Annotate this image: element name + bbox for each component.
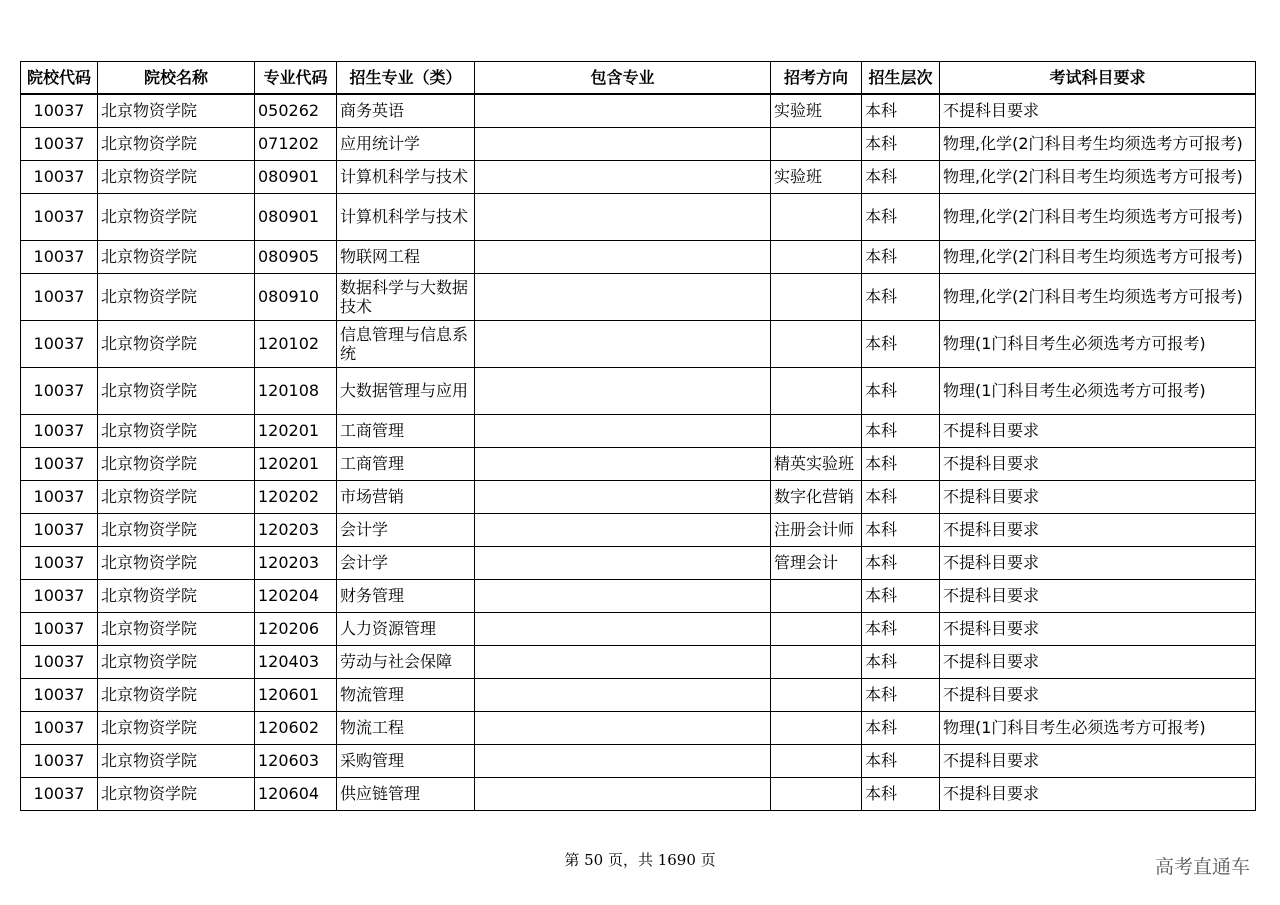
table-row <box>21 645 1256 678</box>
major-code-cell: 120204 <box>255 579 337 612</box>
header-direction: 招考方向 <box>771 62 862 95</box>
level-cell: 本科 <box>862 777 940 810</box>
major-code-cell: 120403 <box>255 645 337 678</box>
school-code-cell: 10037 <box>21 94 98 127</box>
table-row <box>21 678 1256 711</box>
school-code-cell: 10037 <box>21 777 98 810</box>
major-cell: 工商管理 <box>337 414 475 447</box>
major-cell: 应用统计学 <box>337 127 475 160</box>
subject-requirement-cell: 物理(1门科目考生必须选考方可报考) <box>940 711 1256 744</box>
table-row <box>21 160 1256 193</box>
direction-cell <box>771 273 862 320</box>
included-majors-cell <box>475 513 771 546</box>
school-name-cell: 北京物资学院 <box>98 320 255 367</box>
included-majors-cell <box>475 777 771 810</box>
major-cell: 商务英语 <box>337 94 475 127</box>
school-name-cell: 北京物资学院 <box>98 579 255 612</box>
direction-cell <box>771 414 862 447</box>
subject-requirement-cell: 不提科目要求 <box>940 94 1256 127</box>
major-cell: 市场营销 <box>337 480 475 513</box>
major-code-cell: 080910 <box>255 273 337 320</box>
major-code-cell: 120202 <box>255 480 337 513</box>
school-name-cell: 北京物资学院 <box>98 678 255 711</box>
school-name-cell: 北京物资学院 <box>98 711 255 744</box>
direction-cell: 管理会计 <box>771 546 862 579</box>
table-row <box>21 127 1256 160</box>
subject-requirement-cell: 物理(1门科目考生必须选考方可报考) <box>940 367 1256 414</box>
included-majors-cell <box>475 612 771 645</box>
school-code-cell: 10037 <box>21 320 98 367</box>
school-code-cell: 10037 <box>21 193 98 240</box>
table-header <box>21 62 1256 95</box>
major-cell: 数据科学与大数据技术 <box>337 273 475 320</box>
level-cell: 本科 <box>862 127 940 160</box>
major-cell: 物流管理 <box>337 678 475 711</box>
included-majors-cell <box>475 240 771 273</box>
major-cell: 物流工程 <box>337 711 475 744</box>
subject-requirement-cell: 不提科目要求 <box>940 513 1256 546</box>
included-majors-cell <box>475 546 771 579</box>
table-row <box>21 273 1256 320</box>
included-majors-cell <box>475 127 771 160</box>
school-code-cell: 10037 <box>21 447 98 480</box>
school-code-cell: 10037 <box>21 645 98 678</box>
school-name-cell: 北京物资学院 <box>98 273 255 320</box>
level-cell: 本科 <box>862 160 940 193</box>
school-code-cell: 10037 <box>21 127 98 160</box>
included-majors-cell <box>475 447 771 480</box>
level-cell: 本科 <box>862 320 940 367</box>
admissions-table <box>20 61 1256 811</box>
school-name-cell: 北京物资学院 <box>98 513 255 546</box>
major-cell: 计算机科学与技术 <box>337 160 475 193</box>
level-cell: 本科 <box>862 645 940 678</box>
major-cell: 财务管理 <box>337 579 475 612</box>
major-code-cell: 120602 <box>255 711 337 744</box>
table-row <box>21 480 1256 513</box>
subject-requirement-cell: 物理,化学(2门科目考生均须选考方可报考) <box>940 160 1256 193</box>
major-cell: 信息管理与信息系统 <box>337 320 475 367</box>
school-code-cell: 10037 <box>21 711 98 744</box>
level-cell: 本科 <box>862 273 940 320</box>
included-majors-cell <box>475 480 771 513</box>
subject-requirement-cell: 不提科目要求 <box>940 777 1256 810</box>
direction-cell <box>771 744 862 777</box>
table-body <box>21 94 1256 810</box>
subject-requirement-cell: 不提科目要求 <box>940 579 1256 612</box>
direction-cell <box>771 678 862 711</box>
included-majors-cell <box>475 678 771 711</box>
major-code-cell: 120201 <box>255 414 337 447</box>
header-included-majors: 包含专业 <box>475 62 771 95</box>
subject-requirement-cell: 不提科目要求 <box>940 678 1256 711</box>
major-code-cell: 080901 <box>255 160 337 193</box>
subject-requirement-cell: 不提科目要求 <box>940 612 1256 645</box>
major-cell: 人力资源管理 <box>337 612 475 645</box>
table-row <box>21 777 1256 810</box>
major-cell: 会计学 <box>337 546 475 579</box>
table-row <box>21 579 1256 612</box>
level-cell: 本科 <box>862 513 940 546</box>
included-majors-cell <box>475 320 771 367</box>
school-code-cell: 10037 <box>21 579 98 612</box>
direction-cell <box>771 645 862 678</box>
major-cell: 劳动与社会保障 <box>337 645 475 678</box>
header-major: 招生专业（类） <box>337 62 475 95</box>
major-code-cell: 120604 <box>255 777 337 810</box>
major-code-cell: 080901 <box>255 193 337 240</box>
table-row <box>21 546 1256 579</box>
school-name-cell: 北京物资学院 <box>98 160 255 193</box>
major-cell: 大数据管理与应用 <box>337 367 475 414</box>
direction-cell <box>771 193 862 240</box>
school-code-cell: 10037 <box>21 480 98 513</box>
major-code-cell: 120203 <box>255 546 337 579</box>
direction-cell: 实验班 <box>771 160 862 193</box>
included-majors-cell <box>475 367 771 414</box>
school-name-cell: 北京物资学院 <box>98 94 255 127</box>
level-cell: 本科 <box>862 711 940 744</box>
subject-requirement-cell: 不提科目要求 <box>940 480 1256 513</box>
table-row <box>21 447 1256 480</box>
school-name-cell: 北京物资学院 <box>98 612 255 645</box>
level-cell: 本科 <box>862 579 940 612</box>
table-row <box>21 414 1256 447</box>
table-row <box>21 240 1256 273</box>
direction-cell: 数字化营销 <box>771 480 862 513</box>
level-cell: 本科 <box>862 744 940 777</box>
subject-requirement-cell: 物理,化学(2门科目考生均须选考方可报考) <box>940 273 1256 320</box>
table-row <box>21 94 1256 127</box>
included-majors-cell <box>475 645 771 678</box>
level-cell: 本科 <box>862 94 940 127</box>
header-row <box>21 62 1256 95</box>
school-code-cell: 10037 <box>21 678 98 711</box>
header-school-code: 院校代码 <box>21 62 98 95</box>
direction-cell <box>771 711 862 744</box>
school-name-cell: 北京物资学院 <box>98 367 255 414</box>
subject-requirement-cell: 不提科目要求 <box>940 744 1256 777</box>
major-code-cell: 120201 <box>255 447 337 480</box>
watermark: 高考直通车 <box>1154 856 1250 878</box>
major-cell: 物联网工程 <box>337 240 475 273</box>
school-code-cell: 10037 <box>21 240 98 273</box>
major-code-cell: 120603 <box>255 744 337 777</box>
level-cell: 本科 <box>862 193 940 240</box>
header-school-name: 院校名称 <box>98 62 255 95</box>
major-code-cell: 120102 <box>255 320 337 367</box>
school-name-cell: 北京物资学院 <box>98 414 255 447</box>
header-subject-requirement: 考试科目要求 <box>940 62 1256 95</box>
direction-cell <box>771 240 862 273</box>
school-name-cell: 北京物资学院 <box>98 645 255 678</box>
major-code-cell: 120601 <box>255 678 337 711</box>
school-code-cell: 10037 <box>21 612 98 645</box>
school-code-cell: 10037 <box>21 160 98 193</box>
level-cell: 本科 <box>862 414 940 447</box>
direction-cell <box>771 367 862 414</box>
level-cell: 本科 <box>862 612 940 645</box>
school-name-cell: 北京物资学院 <box>98 240 255 273</box>
school-code-cell: 10037 <box>21 273 98 320</box>
included-majors-cell <box>475 273 771 320</box>
subject-requirement-cell: 不提科目要求 <box>940 447 1256 480</box>
included-majors-cell <box>475 414 771 447</box>
school-name-cell: 北京物资学院 <box>98 127 255 160</box>
included-majors-cell <box>475 94 771 127</box>
level-cell: 本科 <box>862 546 940 579</box>
included-majors-cell <box>475 744 771 777</box>
school-name-cell: 北京物资学院 <box>98 480 255 513</box>
table-row <box>21 612 1256 645</box>
school-code-cell: 10037 <box>21 513 98 546</box>
subject-requirement-cell: 不提科目要求 <box>940 645 1256 678</box>
level-cell: 本科 <box>862 447 940 480</box>
subject-requirement-cell: 物理,化学(2门科目考生均须选考方可报考) <box>940 127 1256 160</box>
school-name-cell: 北京物资学院 <box>98 193 255 240</box>
header-level: 招生层次 <box>862 62 940 95</box>
direction-cell: 实验班 <box>771 94 862 127</box>
included-majors-cell <box>475 160 771 193</box>
direction-cell: 注册会计师 <box>771 513 862 546</box>
subject-requirement-cell: 不提科目要求 <box>940 414 1256 447</box>
school-code-cell: 10037 <box>21 367 98 414</box>
major-cell: 工商管理 <box>337 447 475 480</box>
major-code-cell: 120203 <box>255 513 337 546</box>
direction-cell <box>771 579 862 612</box>
direction-cell: 精英实验班 <box>771 447 862 480</box>
major-code-cell: 120206 <box>255 612 337 645</box>
header-major-code: 专业代码 <box>255 62 337 95</box>
major-cell: 采购管理 <box>337 744 475 777</box>
table-row <box>21 367 1256 414</box>
table-row <box>21 711 1256 744</box>
school-name-cell: 北京物资学院 <box>98 546 255 579</box>
subject-requirement-cell: 物理(1门科目考生必须选考方可报考) <box>940 320 1256 367</box>
included-majors-cell <box>475 193 771 240</box>
subject-requirement-cell: 物理,化学(2门科目考生均须选考方可报考) <box>940 240 1256 273</box>
table-row <box>21 513 1256 546</box>
table-row <box>21 320 1256 367</box>
school-name-cell: 北京物资学院 <box>98 777 255 810</box>
major-code-cell: 071202 <box>255 127 337 160</box>
direction-cell <box>771 777 862 810</box>
included-majors-cell <box>475 579 771 612</box>
major-code-cell: 120108 <box>255 367 337 414</box>
table-row <box>21 744 1256 777</box>
level-cell: 本科 <box>862 480 940 513</box>
level-cell: 本科 <box>862 367 940 414</box>
included-majors-cell <box>475 711 771 744</box>
level-cell: 本科 <box>862 678 940 711</box>
page-number: 第 50 页，共 1690 页 <box>564 851 716 869</box>
level-cell: 本科 <box>862 240 940 273</box>
major-cell: 供应链管理 <box>337 777 475 810</box>
school-code-cell: 10037 <box>21 414 98 447</box>
school-code-cell: 10037 <box>21 744 98 777</box>
direction-cell <box>771 612 862 645</box>
direction-cell <box>771 127 862 160</box>
major-code-cell: 050262 <box>255 94 337 127</box>
school-code-cell: 10037 <box>21 546 98 579</box>
major-code-cell: 080905 <box>255 240 337 273</box>
school-name-cell: 北京物资学院 <box>98 447 255 480</box>
direction-cell <box>771 320 862 367</box>
subject-requirement-cell: 物理,化学(2门科目考生均须选考方可报考) <box>940 193 1256 240</box>
table-row <box>21 193 1256 240</box>
major-cell: 计算机科学与技术 <box>337 193 475 240</box>
major-cell: 会计学 <box>337 513 475 546</box>
school-name-cell: 北京物资学院 <box>98 744 255 777</box>
subject-requirement-cell: 不提科目要求 <box>940 546 1256 579</box>
